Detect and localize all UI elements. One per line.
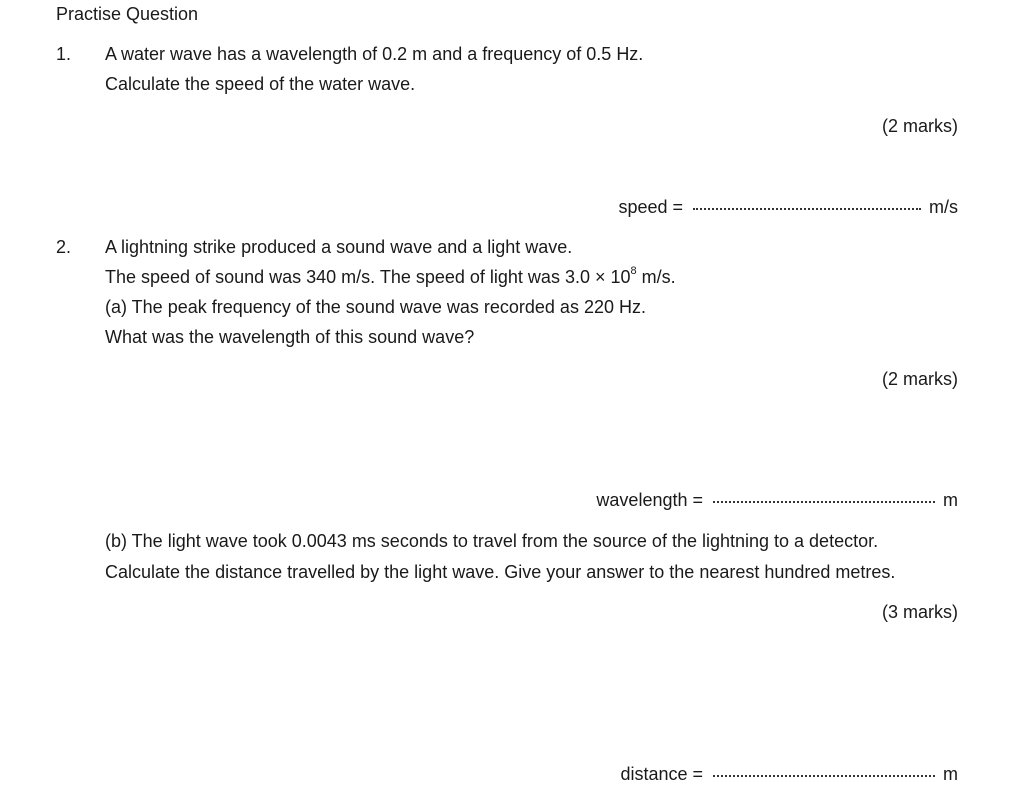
question-1-marks: (2 marks) — [882, 116, 958, 136]
question-2a-answer-line[interactable] — [596, 488, 958, 512]
question-2-line-2-suffix: m/s. — [636, 267, 676, 287]
question-1-answer-unit: m/s — [929, 197, 958, 217]
question-2b-answer-line[interactable] — [620, 762, 958, 786]
question-1-number: 1. — [56, 44, 72, 64]
question-2a-line-1: (a) The peak frequency of the sound wave was recorded as 220 Hz. — [105, 297, 646, 317]
question-1-answer-line[interactable] — [618, 195, 958, 219]
question-2b-line-2: Calculate the distance travelled by the light wave. Give your answer to the nearest hundred metres. — [105, 562, 896, 582]
question-2-line-1: A lightning strike produced a sound wave and a light wave. — [105, 237, 573, 257]
page-title: Practise Question — [56, 4, 199, 24]
question-2b-answer-label: distance = — [620, 764, 703, 784]
question-2b-answer-unit: m — [943, 764, 958, 784]
question-1-answer-blank[interactable] — [693, 207, 921, 210]
question-2-exponent: 8 — [630, 265, 637, 277]
question-1-line-1: A water wave has a wavelength of 0.2 m and a frequency of 0.5 Hz. — [105, 44, 644, 64]
question-2-line-2-prefix: The speed of sound was 340 m/s. The speed of light was 3.0 × 10 — [105, 267, 631, 287]
question-1-answer-label: speed = — [618, 197, 683, 217]
question-2a-answer-blank[interactable] — [713, 500, 935, 503]
question-2a-answer-unit: m — [943, 490, 958, 510]
question-2a-answer-label: wavelength = — [596, 490, 703, 510]
question-2b-answer-blank[interactable] — [713, 774, 935, 777]
question-2-number: 2. — [56, 237, 72, 257]
question-1-line-2: Calculate the speed of the water wave. — [105, 74, 416, 94]
question-2b-line-1: (b) The light wave took 0.0043 ms seconds to travel from the source of the lightning to a detector. — [105, 531, 879, 551]
question-2b-marks: (3 marks) — [882, 602, 958, 622]
question-2a-line-2: What was the wavelength of this sound wave? — [105, 327, 475, 347]
question-2-line-2 — [105, 265, 676, 289]
question-2a-marks: (2 marks) — [882, 369, 958, 389]
